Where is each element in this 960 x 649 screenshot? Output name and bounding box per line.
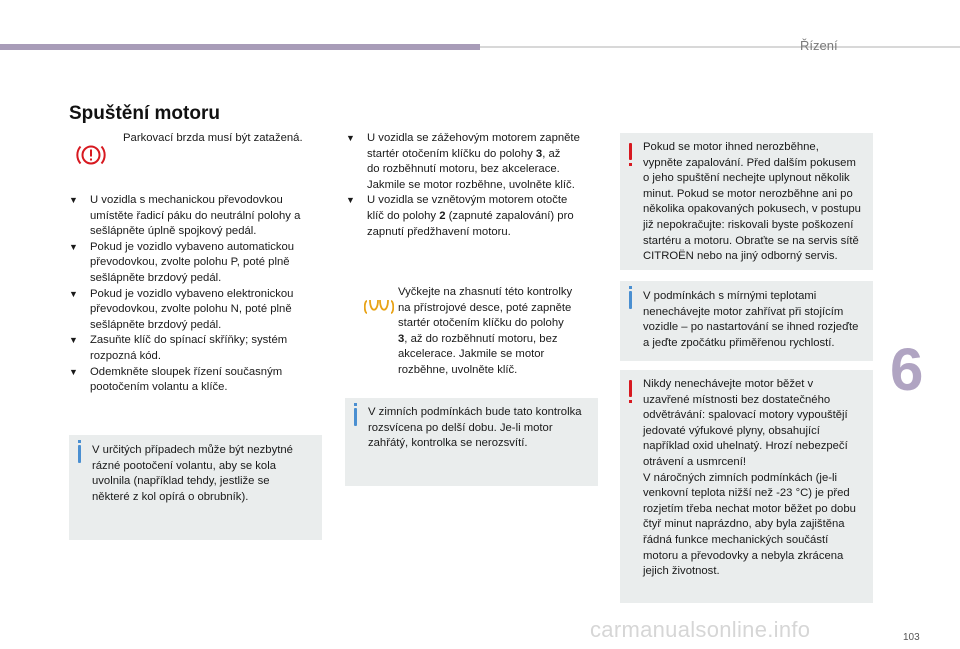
header-accent-bar — [0, 44, 480, 50]
arrow-bullet-icon: ▼ — [346, 133, 355, 143]
list-item: ▼ Zasuňte klíč do spínací skříňky; systém rozpozná kód. — [69, 334, 288, 362]
list-item: ▼ Odemkněte sloupek řízení současným pootočením volantu a klíče. — [69, 365, 283, 394]
info-icon — [78, 445, 81, 463]
list-item: ▼ U vozidla s mechanickou převodovkou umístěte řadicí páku do neutrální polohy a sešlápněte úplně spojkový pedál. — [69, 194, 301, 238]
arrow-bullet-icon: ▼ — [69, 288, 78, 299]
warning-note-ventilation: Nikdy nenechávejte motor běžet v uzavřené místnosti bez dostatečného odvětrávání: spalovací motory vypouštějí jedovaté výfukové plyny, obsahující například oxid uhelnatý. Hrozí nebezpečí otrávení a usmrcení! V náročných zimních podmínkách (je-li venkovní teplota nižší než -23 °C) je před rozjetím třeba nechat motor běžet po dobu čtyř minut naprázdno, aby byla zajištěna řádná funkce mechanických součástí motoru a převodovky a nebyla zkrácena jejich životnost. — [620, 370, 873, 603]
warning-note-start-fail: Pokud se motor ihned nerozběhne, vypněte zapalování. Před dalším pokusem o jeho spuštění nechejte uplynout několik minut. Pokud se motor nerozběhne ani po několika opakovaných pokusech, v postupu již nepokračujte: riskovali byste poškození startéru a motoru. Obraťte se na servis sítě CITROËN nebo na jiný odborný servis. — [620, 133, 873, 270]
section-label: Řízení — [800, 38, 838, 53]
brake-warning-icon — [75, 141, 107, 169]
header-rule — [480, 46, 960, 48]
arrow-bullet-icon: ▼ — [69, 195, 78, 205]
col1-steps — [69, 193, 321, 396]
arrow-bullet-icon: ▼ — [69, 335, 78, 346]
exclamation-icon — [629, 380, 632, 397]
parking-brake-text: Parkovací brzda musí být zatažená. — [123, 132, 303, 144]
list-item: ▼ U vozidla se vznětovým motorem otočte klíč do polohy 2 (zapnuté zapalování) pro zapnutí předžhavení motoru. — [346, 194, 574, 238]
glow-plug-icon — [364, 297, 394, 317]
info-icon — [354, 408, 357, 426]
info-note-warmup: V podmínkách s mírnými teplotami nenechávejte motor zahřívat při stojícím vozidle – po nastartování se ihned rozjeďte a jeďte zpočátku přiměřenou rychlostí. — [620, 281, 873, 361]
info-note-steering: V určitých případech může být nezbytné rázné pootočení volantu, aby se kola uvolnila (například tehdy, jestliže se některé z kol opírá o obrubník). — [69, 435, 322, 540]
preheat-text: Vyčkejte na zhasnutí této kontrolky na přístrojové desce, poté zapněte startér otočením klíčku do polohy 3, až do rozběhnutí motoru, bez akcelerace. Jakmile se motor rozběhne, uvolněte klíč. — [398, 286, 573, 376]
arrow-bullet-icon: ▼ — [346, 195, 355, 206]
watermark: carmanualsonline.info — [590, 617, 811, 642]
info-icon — [629, 291, 632, 309]
arrow-bullet-icon: ▼ — [69, 241, 78, 252]
col2-steps — [346, 131, 601, 240]
list-item: ▼ Pokud je vozidlo vybaveno elektronickou převodovkou, zvolte polohu N, poté plně sešlápněte brzdový pedál. — [69, 287, 294, 331]
page-number: 103 — [903, 632, 920, 643]
list-item: ▼ U vozidla se zážehovým motorem zapněte startér otočením klíčku do polohy 3, až do rozběhnutí motoru, bez akcelerace. Jakmile se motor rozběhne, uvolněte klíč. — [346, 132, 580, 191]
exclamation-icon — [629, 143, 632, 160]
page-title: Spuštění motoru — [69, 103, 220, 124]
chapter-number: 6 — [890, 336, 924, 403]
arrow-bullet-icon: ▼ — [69, 366, 78, 377]
list-item: ▼ Pokud je vozidlo vybaveno automatickou převodovkou, zvolte polohu P, poté plně sešlápněte brzdový pedál. — [69, 240, 295, 284]
info-note-winter: V zimních podmínkách bude tato kontrolka rozsvícena po delší dobu. Je-li motor zahřátý, kontrolka se nerozsvítí. — [345, 398, 598, 486]
